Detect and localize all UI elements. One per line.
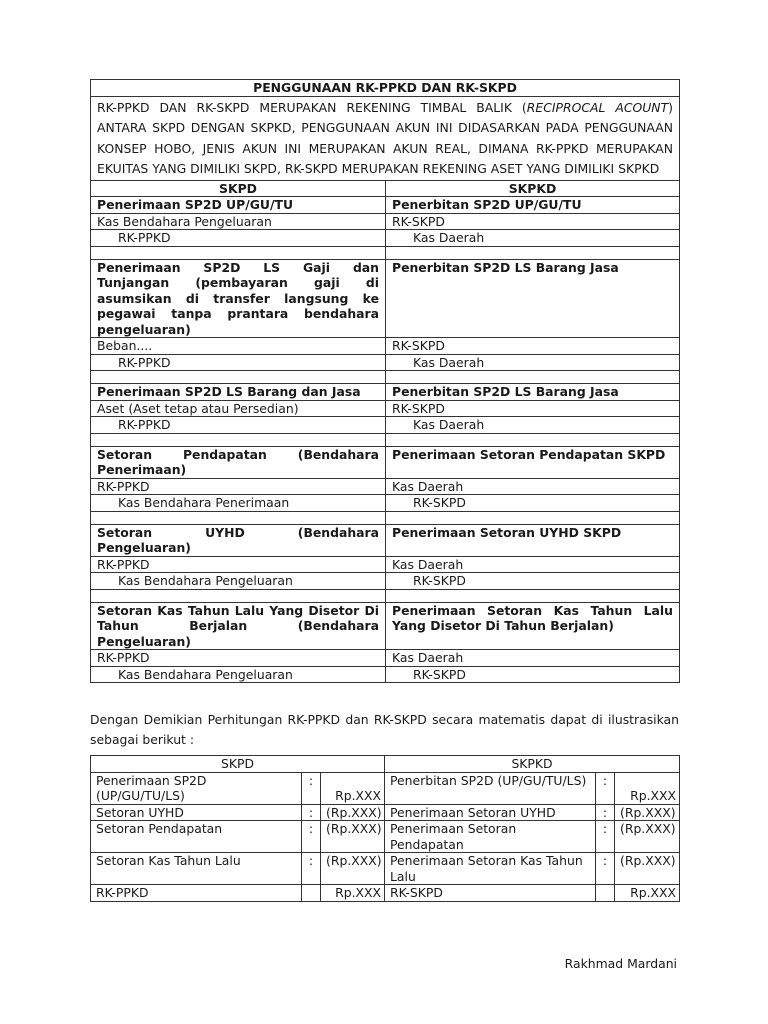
skpkd-transaction-heading: Penerbitan SP2D LS Barang Jasa [386, 259, 680, 338]
calc-col-skpkd: SKPKD [385, 756, 680, 773]
section-heading-row [91, 446, 680, 478]
author-name: Rakhmad Mardani [564, 956, 677, 971]
skpkd-calc-colon [596, 885, 615, 902]
skpd-calc-value: Rp.XXX [321, 772, 385, 804]
skpkd-calc-label: Penerimaan Setoran UYHD [385, 804, 596, 821]
section-heading-row [91, 602, 680, 650]
journal-col-skpd: SKPD [91, 180, 386, 197]
section-spacer [91, 433, 680, 446]
skpd-transaction-heading: Penerimaan SP2D LS Barang dan Jasa [91, 384, 386, 401]
skpd-transaction-heading: Setoran Pendapatan (Bendahara Penerimaan) [91, 446, 386, 478]
skpd-credit-account: RK-PPKD [91, 230, 386, 247]
skpkd-calc-colon: : [596, 853, 615, 885]
calc-row [91, 772, 680, 804]
section-spacer [91, 246, 680, 259]
skpd-debit-account: Aset (Aset tetap atau Persedian) [91, 400, 386, 417]
skpkd-calc-colon: : [596, 804, 615, 821]
skpd-calc-value: (Rp.XXX) [321, 804, 385, 821]
skpkd-calc-label: Penerimaan Setoran Pendapatan [385, 821, 596, 853]
skpkd-credit-account: Kas Daerah [386, 230, 680, 247]
debit-row [91, 338, 680, 355]
skpkd-calc-label: Penerimaan Setoran Kas Tahun Lalu [385, 853, 596, 885]
section-heading-row [91, 259, 680, 338]
section-spacer [91, 511, 680, 524]
skpkd-calc-colon: : [596, 821, 615, 853]
skpkd-credit-account: RK-SKPD [386, 495, 680, 512]
debit-row [91, 400, 680, 417]
skpkd-calc-value: Rp.XXX [615, 772, 680, 804]
journal-title: PENGGUNAAN RK-PPKD DAN RK-SKPD [91, 80, 680, 97]
spacer-cell [386, 433, 680, 446]
calculation-table [90, 755, 680, 902]
section-heading-row [91, 524, 680, 556]
calc-col-skpd: SKPD [91, 756, 385, 773]
skpd-debit-account: Beban.... [91, 338, 386, 355]
skpkd-debit-account: RK-SKPD [386, 213, 680, 230]
skpd-calc-label: RK-PPKD [91, 885, 302, 902]
skpkd-credit-account: Kas Daerah [386, 417, 680, 434]
spacer-cell [386, 511, 680, 524]
skpkd-transaction-heading: Penerimaan Setoran UYHD SKPD [386, 524, 680, 556]
credit-row [91, 354, 680, 371]
skpkd-transaction-heading: Penerimaan Setoran Pendapatan SKPD [386, 446, 680, 478]
explanation-paragraph: Dengan Demikian Perhitungan RK-PPKD dan RK-SKPD secara matematis dapat di ilustrasikan sebagai berikut : [90, 712, 679, 747]
spacer-cell [91, 371, 386, 384]
debit-row [91, 556, 680, 573]
skpd-transaction-heading: Penerimaan SP2D LS Gaji dan Tunjangan (pembayaran gaji di asumsikan di transfer langsung ke pegawai tanpa prantara bendahara pengeluaran) [91, 259, 386, 338]
section-spacer [91, 589, 680, 602]
spacer-cell [386, 246, 680, 259]
spacer-cell [91, 589, 386, 602]
section-heading-row [91, 197, 680, 214]
skpkd-debit-account: Kas Daerah [386, 556, 680, 573]
spacer-cell [386, 371, 680, 384]
skpkd-debit-account: RK-SKPD [386, 338, 680, 355]
credit-row [91, 495, 680, 512]
skpd-credit-account: RK-PPKD [91, 354, 386, 371]
skpkd-credit-account: RK-SKPD [386, 666, 680, 683]
skpkd-calc-value: Rp.XXX [615, 885, 680, 902]
debit-row [91, 650, 680, 667]
skpkd-calc-value: (Rp.XXX) [615, 821, 680, 853]
credit-row [91, 417, 680, 434]
skpd-debit-account: Kas Bendahara Pengeluaran [91, 213, 386, 230]
skpd-debit-account: RK-PPKD [91, 556, 386, 573]
skpkd-debit-account: RK-SKPD [386, 400, 680, 417]
spacer-cell [386, 589, 680, 602]
skpd-calc-value: Rp.XXX [321, 885, 385, 902]
credit-row [91, 666, 680, 683]
skpd-calc-value: (Rp.XXX) [321, 853, 385, 885]
skpkd-debit-account: Kas Daerah [386, 478, 680, 495]
spacer-cell [91, 246, 386, 259]
journal-intro [91, 96, 680, 180]
calc-row [91, 804, 680, 821]
calc-row [91, 885, 680, 902]
spacer-cell [91, 511, 386, 524]
skpd-credit-account: Kas Bendahara Penerimaan [91, 495, 386, 512]
calc-row [91, 853, 680, 885]
intro-text-italic: RECIPROCAL ACOUNT [526, 99, 669, 115]
skpkd-transaction-heading: Penerbitan SP2D LS Barang Jasa [386, 384, 680, 401]
skpd-debit-account: RK-PPKD [91, 650, 386, 667]
skpkd-calc-value: (Rp.XXX) [615, 853, 680, 885]
skpkd-calc-value: (Rp.XXX) [615, 804, 680, 821]
credit-row [91, 573, 680, 590]
skpkd-credit-account: RK-SKPD [386, 573, 680, 590]
skpd-calc-label: Setoran Pendapatan [91, 821, 302, 853]
debit-row [91, 213, 680, 230]
credit-row [91, 230, 680, 247]
skpd-calc-label: Setoran UYHD [91, 804, 302, 821]
skpkd-calc-label: Penerbitan SP2D (UP/GU/TU/LS) [385, 772, 596, 804]
section-spacer [91, 371, 680, 384]
skpd-transaction-heading: Penerimaan SP2D UP/GU/TU [91, 197, 386, 214]
skpd-credit-account: Kas Bendahara Pengeluaran [91, 573, 386, 590]
skpkd-transaction-heading: Penerimaan Setoran Kas Tahun Lalu Yang Disetor Di Tahun Berjalan) [386, 602, 680, 650]
skpd-calc-label: Penerimaan SP2D (UP/GU/TU/LS) [91, 772, 302, 804]
skpd-calc-colon: : [302, 853, 321, 885]
intro-text-before: RK-PPKD DAN RK-SKPD MERUPAKAN REKENING TIMBAL BALIK ( [97, 99, 527, 115]
skpd-calc-colon: : [302, 804, 321, 821]
skpkd-calc-colon: : [596, 772, 615, 804]
calc-row [91, 821, 680, 853]
skpkd-transaction-heading: Penerbitan SP2D UP/GU/TU [386, 197, 680, 214]
intro-text-after: ) ANTARA SKPD DENGAN SKPKD, PENGGUNAAN AKUN INI DIDASARKAN PADA PENGGUNAAN KONSEP HOBO, JENIS AKUN INI MERUPAKAN AKUN REAL, DIMANA RK-PPKD MERUPAKAN EKUITAS YANG DIMILIKI SKPD, RK-SKPD MERUPAKAN REKENING ASET YANG DIMILIKI SKPKD [97, 99, 673, 177]
spacer-cell [91, 433, 386, 446]
skpd-calc-label: Setoran Kas Tahun Lalu [91, 853, 302, 885]
section-heading-row [91, 384, 680, 401]
skpd-calc-colon: : [302, 772, 321, 804]
journal-table [90, 79, 680, 683]
skpkd-calc-label: RK-SKPD [385, 885, 596, 902]
skpd-debit-account: RK-PPKD [91, 478, 386, 495]
debit-row [91, 478, 680, 495]
skpd-transaction-heading: Setoran UYHD (Bendahara Pengeluaran) [91, 524, 386, 556]
skpd-calc-colon [302, 885, 321, 902]
journal-col-skpkd: SKPKD [386, 180, 680, 197]
skpd-transaction-heading: Setoran Kas Tahun Lalu Yang Disetor Di Tahun Berjalan (Bendahara Pengeluaran) [91, 602, 386, 650]
skpd-calc-colon: : [302, 821, 321, 853]
skpkd-credit-account: Kas Daerah [386, 354, 680, 371]
skpd-calc-value: (Rp.XXX) [321, 821, 385, 853]
skpkd-debit-account: Kas Daerah [386, 650, 680, 667]
skpd-credit-account: Kas Bendahara Pengeluaran [91, 666, 386, 683]
skpd-credit-account: RK-PPKD [91, 417, 386, 434]
